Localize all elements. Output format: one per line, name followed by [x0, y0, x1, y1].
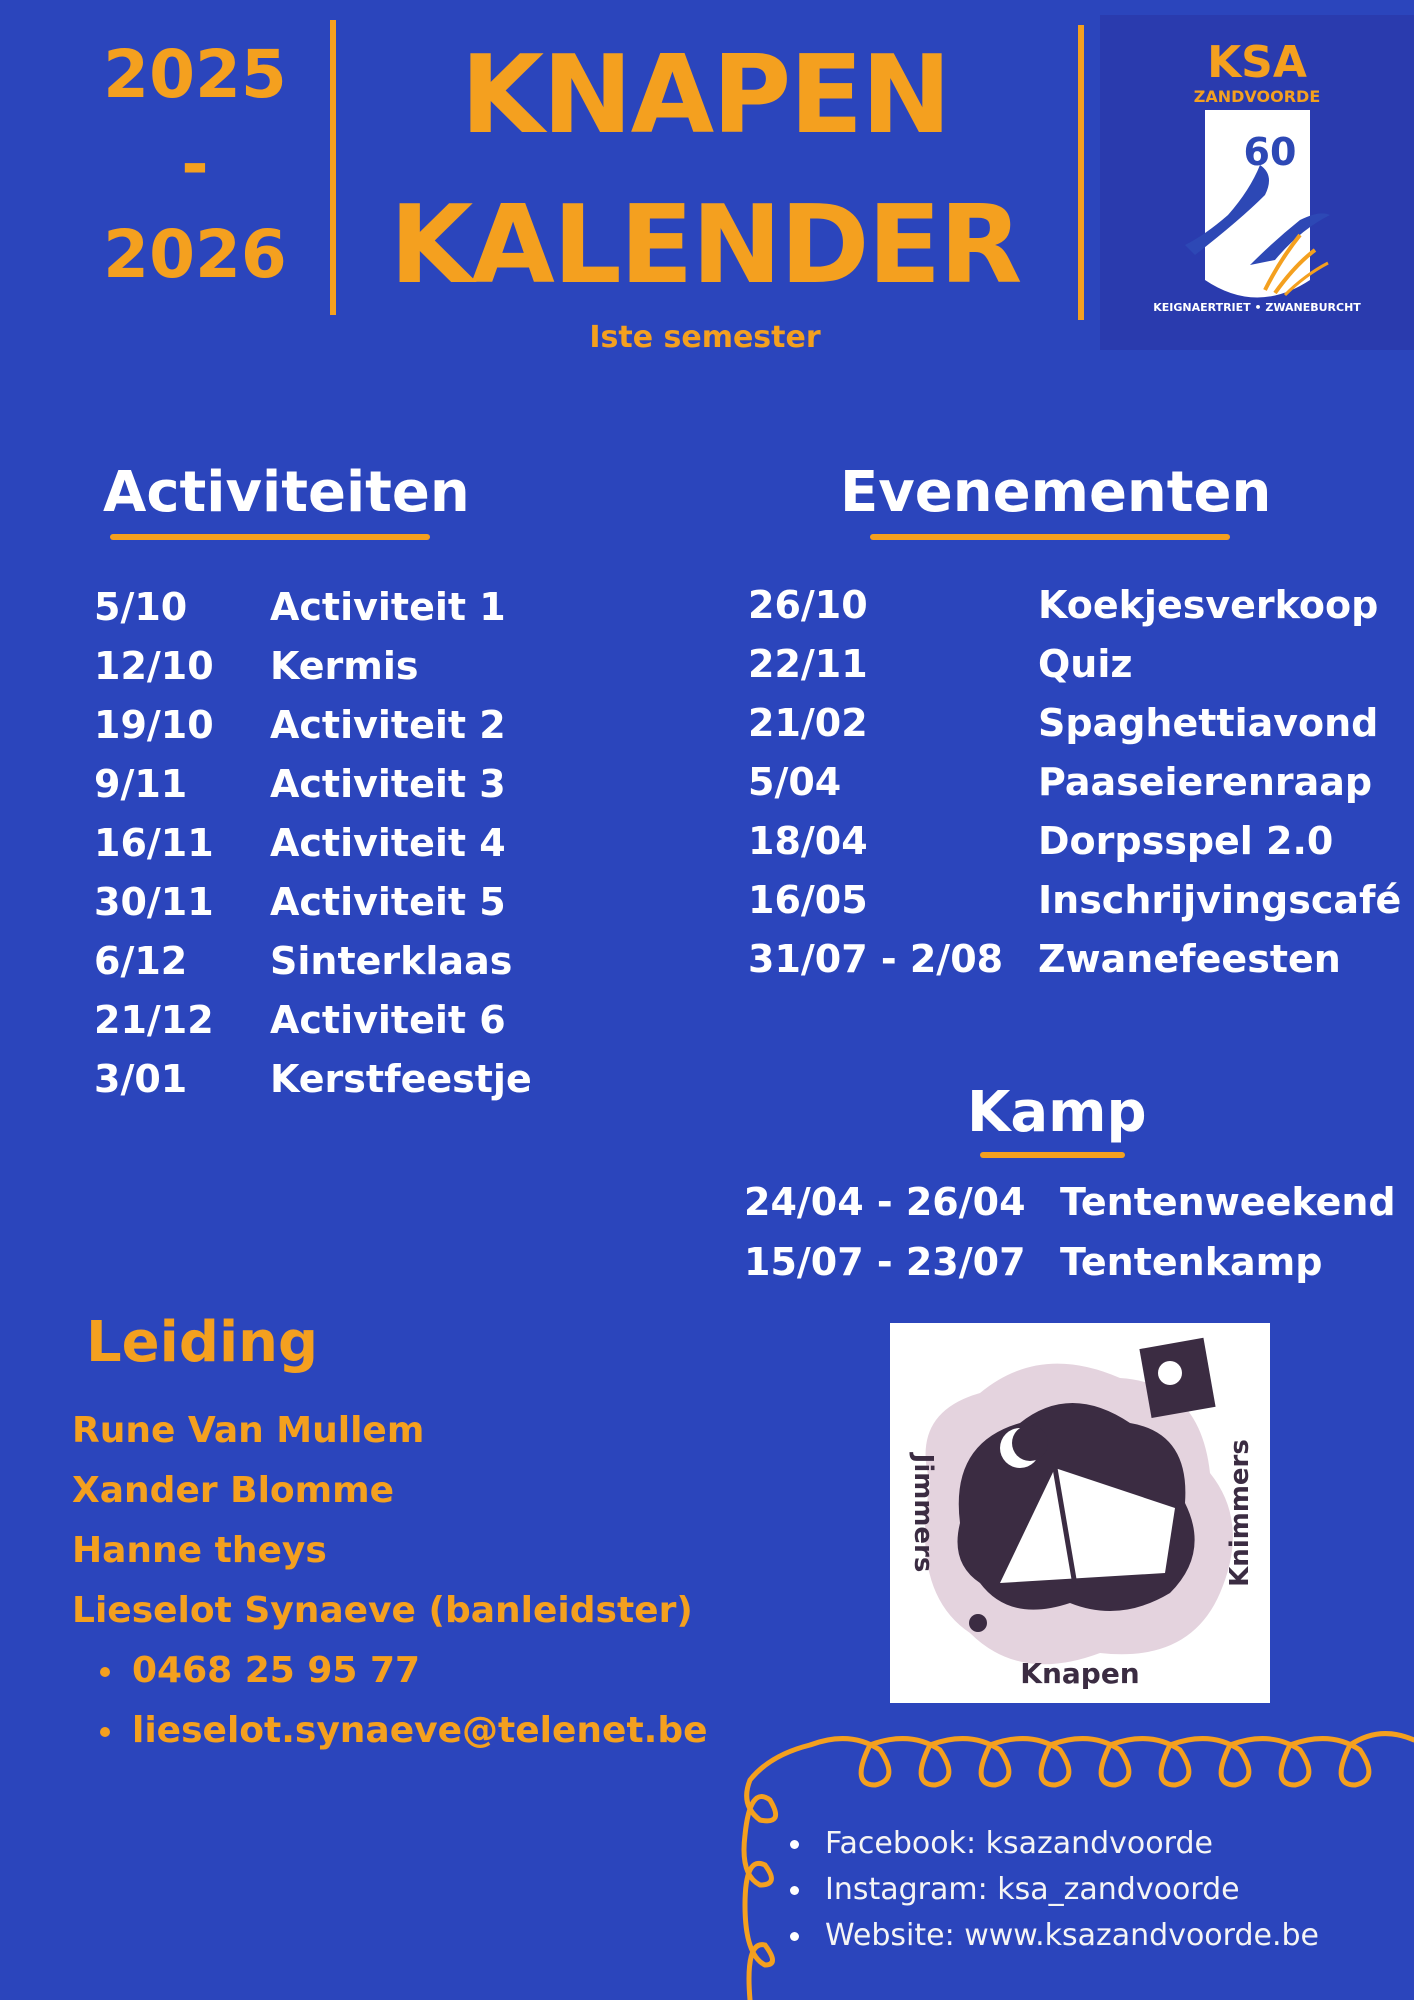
activiteit-date: 30/11 [94, 880, 214, 924]
evenement-date: 16/05 [748, 878, 868, 922]
evenement-name: Paaseierenraap [1038, 760, 1373, 804]
activiteit-name: Activiteit 5 [270, 880, 506, 924]
email-address[interactable]: lieselot.synaeve@telenet.be [132, 1710, 708, 1751]
activiteit-date: 6/12 [94, 939, 188, 983]
activiteit-date: 16/11 [94, 821, 214, 865]
activiteit-date: 12/10 [94, 644, 214, 688]
activiteiten-heading: Activiteiten [103, 460, 470, 525]
activiteiten-underline [110, 534, 430, 540]
logo-top-text: KSA [1207, 37, 1307, 88]
evenement-name: Quiz [1038, 642, 1133, 686]
year-dash: - [181, 126, 209, 203]
activiteit-name: Kerstfeestje [270, 1057, 532, 1101]
logo-sub-text: ZANDVOORDE [1193, 87, 1321, 106]
kamp-date: 15/07 - 23/07 [744, 1240, 1026, 1284]
title-line1: KNAPEN [460, 33, 950, 158]
logo-number: 60 [1243, 130, 1297, 174]
evenement-name: Koekjesverkoop [1038, 583, 1379, 627]
leiding-name: Lieselot Synaeve (banleidster) [72, 1590, 693, 1631]
activiteit-date: 3/01 [94, 1057, 188, 1101]
ksa-logo [1100, 15, 1414, 350]
year-end: 2026 [103, 216, 287, 293]
bullet-icon [100, 1727, 110, 1737]
phone-number[interactable]: 0468 25 95 77 [132, 1650, 421, 1691]
badge-bottom-text: Knapen [1020, 1657, 1140, 1690]
knapen-badge [890, 1323, 1270, 1703]
kamp-date: 24/04 - 26/04 [744, 1180, 1026, 1224]
activiteit-name: Activiteit 2 [270, 703, 506, 747]
activiteit-name: Kermis [270, 644, 419, 688]
badge-left-text: Jimmers [908, 1453, 938, 1573]
kamp-name: Tentenweekend [1060, 1180, 1396, 1224]
contact-phone [100, 1650, 420, 1691]
kamp-name: Tentenkamp [1060, 1240, 1323, 1284]
social-facebook[interactable] [790, 1826, 1213, 1861]
activiteit-name: Activiteit 1 [270, 585, 506, 629]
social-website[interactable] [790, 1918, 1319, 1953]
activiteit-date: 5/10 [94, 585, 188, 629]
ksa-shield-icon [1100, 15, 1414, 350]
activiteit-name: Sinterklaas [270, 939, 513, 983]
evenement-date: 21/02 [748, 701, 868, 745]
activiteit-date: 21/12 [94, 998, 214, 1042]
evenement-name: Inschrijvingscafé [1038, 878, 1402, 922]
kamp-heading: Kamp [967, 1080, 1147, 1145]
header-divider-left [330, 20, 336, 315]
evenement-date: 5/04 [748, 760, 842, 804]
subtitle: Iste semester [589, 320, 821, 355]
evenement-name: Dorpsspel 2.0 [1038, 819, 1334, 863]
title-line2: KALENDER [389, 183, 1021, 308]
activiteit-date: 9/11 [94, 762, 188, 806]
leiding-heading: Leiding [86, 1310, 319, 1375]
evenement-name: Spaghettiavond [1038, 701, 1379, 745]
header-divider-right [1078, 25, 1084, 320]
evenement-date: 31/07 - 2/08 [748, 937, 1004, 981]
evenement-date: 18/04 [748, 819, 868, 863]
tent-badge-icon [890, 1323, 1270, 1703]
badge-right-text: Knimmers [1225, 1439, 1255, 1587]
activiteit-name: Activiteit 6 [270, 998, 506, 1042]
evenement-date: 22/11 [748, 642, 868, 686]
social-instagram[interactable] [790, 1872, 1240, 1907]
evenement-name: Zwanefeesten [1038, 937, 1341, 981]
decorative-loop-line [730, 1725, 1414, 2000]
logo-bottom-text: KEIGNAERTRIET • ZWANEBURCHT [1153, 301, 1361, 314]
leiding-name: Xander Blomme [72, 1470, 395, 1511]
bullet-icon [100, 1667, 110, 1677]
year-start: 2025 [103, 36, 287, 113]
social-instagram-text[interactable]: Instagram: ksa_zandvoorde [825, 1872, 1240, 1907]
leiding-name: Rune Van Mullem [72, 1410, 425, 1451]
activiteit-date: 19/10 [94, 703, 214, 747]
contact-email [100, 1710, 708, 1751]
bullet-icon [790, 1932, 799, 1941]
bullet-icon [790, 1886, 799, 1895]
activiteit-name: Activiteit 3 [270, 762, 506, 806]
evenementen-heading: Evenementen [840, 460, 1272, 525]
evenementen-underline [870, 534, 1230, 540]
social-website-text[interactable]: Website: www.ksazandvoorde.be [825, 1918, 1320, 1953]
activiteit-name: Activiteit 4 [270, 821, 506, 865]
bullet-icon [790, 1840, 799, 1849]
evenement-date: 26/10 [748, 583, 868, 627]
social-facebook-text[interactable]: Facebook: ksazandvoorde [825, 1826, 1213, 1861]
leiding-name: Hanne theys [72, 1530, 327, 1571]
kamp-underline [980, 1152, 1125, 1158]
